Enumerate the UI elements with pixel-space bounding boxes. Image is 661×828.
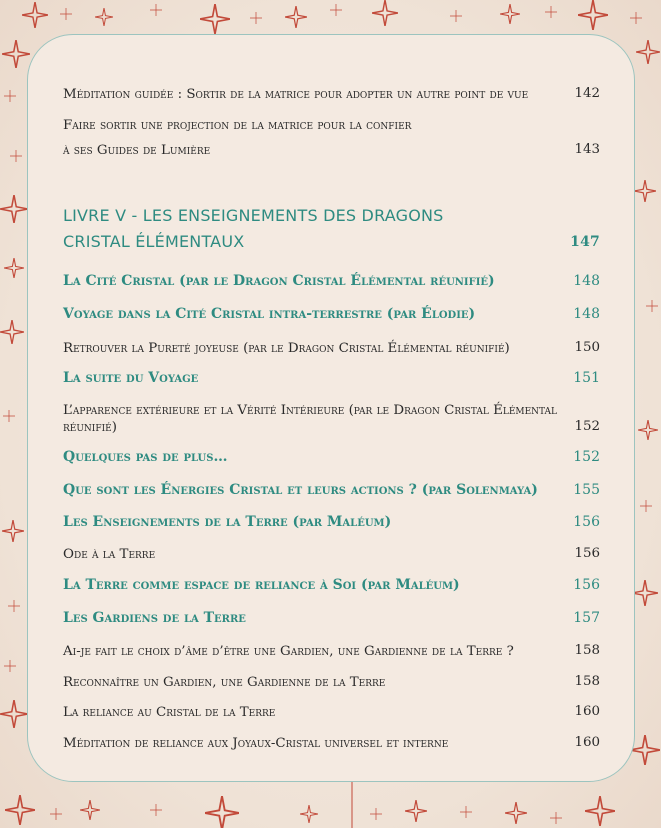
toc-entry-page: 152 [573,449,600,465]
toc-entry-page: 158 [574,643,600,658]
toc-entry-page: 156 [574,546,600,561]
toc-entry-title: La Terre comme espace de reliance à Soi (par Maléum) [63,577,460,593]
toc-entry-title: La Cité Cristal (par le Dragon Cristal Élémental réunifié) [63,273,495,289]
toc-entry-title: Ode à la Terre [63,547,156,562]
toc-entry-title: Retrouver la Pureté joyeuse (par le Dragon Cristal Élémental réunifié) [63,341,510,356]
toc-entry-title: La reliance au Cristal de la Terre [63,705,276,720]
section-title-line1: LIVRE V - LES ENSEIGNEMENTS DES DRAGONS [63,206,444,225]
toc-entry-title: La suite du Voyage [63,370,199,386]
toc-entry-page: 156 [573,514,600,530]
toc-entry-page: 142 [574,86,600,101]
toc-entry-page: 160 [574,704,600,719]
toc-entry-page: 157 [573,610,600,626]
toc-entry-title: Méditation guidée : Sortir de la matrice pour adopter un autre point de vue [63,87,529,102]
toc-entry-page: 152 [574,419,600,434]
toc-entry-page: 160 [574,735,600,750]
toc-entry-title: Méditation de reliance aux Joyaux-Cristal universel et interne [63,736,449,751]
toc-entry-title: Voyage dans la Cité Cristal intra-terrestre (par Élodie) [63,306,476,322]
toc-entry-title: Les Enseignements de la Terre (par Maléum) [63,514,392,530]
toc-entry-page: 148 [573,306,600,322]
toc-entry-title: Que sont les Énergies Cristal et leurs actions ? (par Solenmaya) [63,482,538,498]
toc-entry-title: Quelques pas de plus… [63,449,228,465]
section-title-line2: CRISTAL ÉLÉMENTAUX [63,232,245,251]
toc-entry-page: 148 [573,273,600,289]
toc-entry-page: 143 [574,142,600,157]
toc-entry-title: L’apparence extérieure et la Vérité Intérieure (par le Dragon Cristal Élémental réunifié) [63,403,558,435]
toc-entry-title: à ses Guides de Lumière [63,143,211,158]
section-page: 147 [570,234,600,250]
toc-entry-page: 150 [574,340,600,355]
toc-entry-title: Reconnaître un Gardien, une Gardienne de la Terre [63,675,386,690]
toc-entry-page: 155 [573,482,600,498]
toc-entry-page: 156 [573,577,600,593]
toc-entry-title: Ai-je fait le choix d’âme d’être une Gardien, une Gardienne de la Terre ? [63,644,514,659]
toc-entry-page: 151 [573,370,600,386]
toc-entry-title: Faire sortir une projection de la matrice pour la confier [63,118,412,133]
toc-entry-title: Les Gardiens de la Terre [63,610,246,626]
toc-entry-page: 158 [574,674,600,689]
